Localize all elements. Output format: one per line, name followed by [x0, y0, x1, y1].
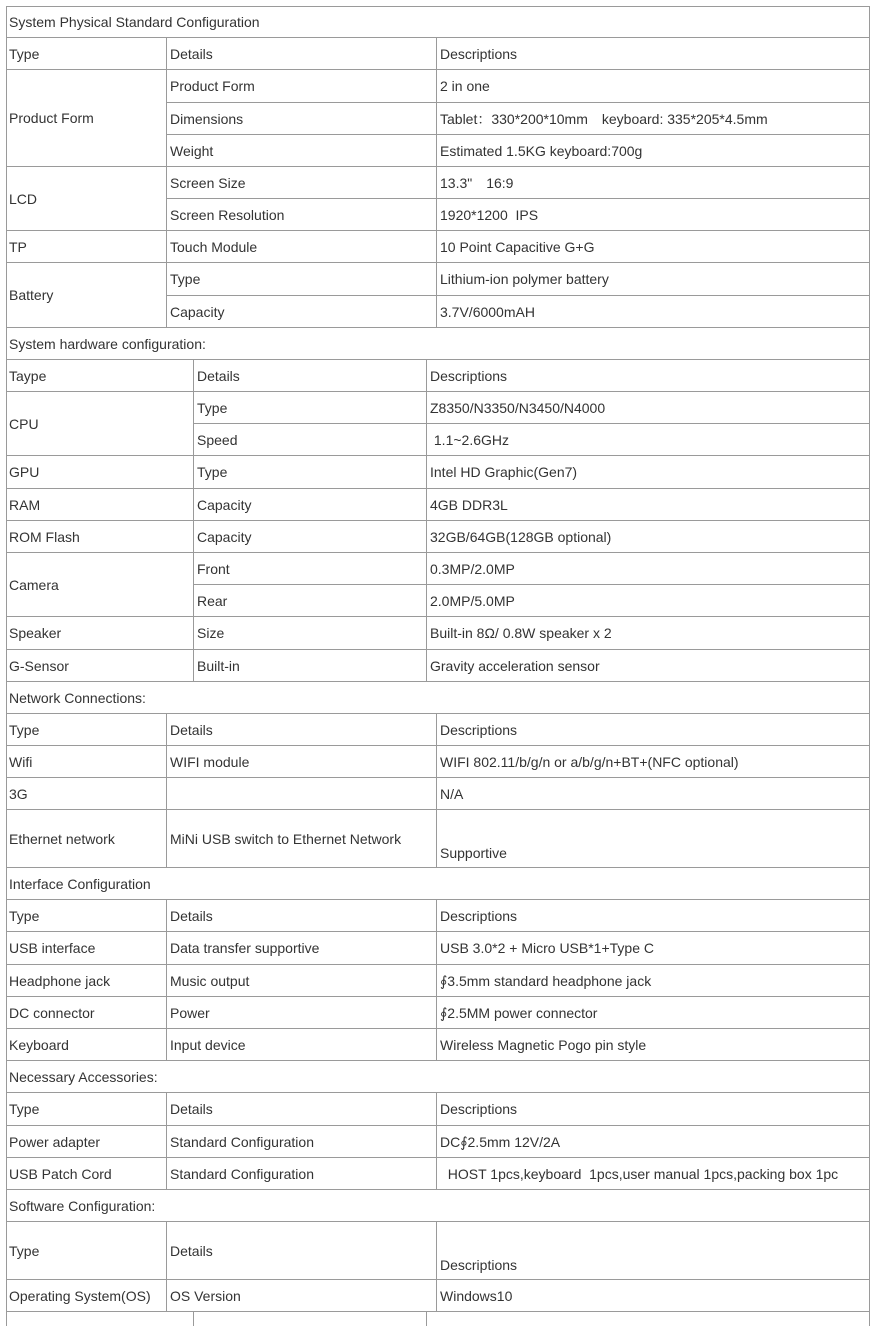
- g-sensor-detail-text: Built-in: [197, 657, 240, 674]
- cpu-label-text: CPU: [9, 415, 39, 432]
- camera-description-text: 0.3MP/2.0MP: [430, 560, 515, 577]
- product-form-label: [6, 70, 167, 167]
- column-header: [167, 38, 437, 70]
- column-header: [437, 714, 870, 746]
- product-form-description-text: Tablet：330*200*10mm keyboard: 335*205*4.5mm: [440, 110, 768, 127]
- rom-label-text: ROM Flash: [9, 528, 80, 545]
- table-row-cell: [6, 965, 167, 997]
- gpu-label: [6, 456, 194, 489]
- truncated-row-cell: [427, 1312, 870, 1326]
- table-row-cell: [6, 1158, 167, 1190]
- section-title: [6, 1061, 870, 1093]
- rom-description: [427, 521, 870, 553]
- battery-description: [437, 296, 870, 328]
- table-row-cell: [167, 997, 437, 1029]
- column-header: [6, 1222, 167, 1280]
- column-header: [437, 1222, 870, 1280]
- column-header-text: Details: [170, 1101, 213, 1117]
- table-row-cell: [6, 746, 167, 778]
- g-sensor-description: [427, 650, 870, 682]
- table-row-cell-text: Standard Configuration: [170, 1165, 314, 1182]
- table-row-cell-text: Headphone jack: [9, 972, 111, 989]
- g-sensor-label: [6, 650, 194, 682]
- column-header-text: Details: [170, 1242, 213, 1259]
- table-row-cell: [437, 746, 870, 778]
- product-form-description: [437, 103, 870, 135]
- table-row-cell: [437, 1029, 870, 1061]
- table-row-cell: [167, 746, 437, 778]
- table-row-cell-text: OS Version: [170, 1287, 241, 1304]
- table-row-cell-text: Standard Configuration: [170, 1133, 314, 1150]
- speaker-label-text: Speaker: [9, 625, 62, 641]
- table-row-cell: [167, 1280, 437, 1312]
- gpu-label-text: GPU: [9, 464, 40, 480]
- table-row-cell: [6, 1029, 167, 1061]
- battery-description: [437, 263, 870, 296]
- section-title: [6, 6, 870, 38]
- column-header-text: Descriptions: [440, 1257, 518, 1273]
- battery-detail: [167, 263, 437, 296]
- section-title: [6, 682, 870, 714]
- ram-description-text: 4GB DDR3L: [430, 496, 508, 513]
- table-row-cell-text: WIFI module: [170, 753, 250, 770]
- lcd-label: [6, 167, 167, 231]
- product-form-description-text: 2 in one: [440, 78, 490, 94]
- spec-table: [6, 6, 870, 1326]
- column-header: [437, 1093, 870, 1126]
- section-title-text: Software Configuration:: [9, 1197, 156, 1214]
- table-row-cell-text: 3G: [9, 785, 28, 802]
- battery-label: [6, 263, 167, 328]
- table-row-cell-text: Operating System(OS): [9, 1287, 151, 1304]
- table-row-cell-text: Power adapter: [9, 1133, 101, 1150]
- camera-detail: [194, 585, 427, 617]
- camera-label-text: Camera: [9, 576, 59, 593]
- column-header-text: Descriptions: [440, 907, 518, 924]
- table-row-cell: [167, 778, 437, 810]
- column-header-text: Descriptions: [430, 367, 508, 384]
- camera-label: [6, 553, 194, 617]
- column-header: [167, 1093, 437, 1126]
- table-row-cell-text: Ethernet network: [9, 830, 115, 847]
- gpu-detail: [194, 456, 427, 489]
- column-header: [194, 360, 427, 392]
- g-sensor-label-text: G-Sensor: [9, 657, 69, 674]
- cpu-detail-text: Type: [197, 399, 228, 416]
- column-header-text: Details: [170, 907, 213, 924]
- table-row-cell-text: WIFI 802.11/b/g/n or a/b/g/n+BT+(NFC optional): [440, 753, 739, 770]
- table-row-cell: [437, 1280, 870, 1312]
- tp-label-text: TP: [9, 238, 27, 255]
- tp-description: [437, 231, 870, 263]
- product-form-detail: [167, 70, 437, 103]
- speaker-detail-text: Size: [197, 625, 225, 641]
- battery-description-text: 3.7V/6000mAH: [440, 303, 535, 320]
- table-row-cell: [6, 810, 167, 868]
- column-header: [167, 1222, 437, 1280]
- product-form-description: [437, 70, 870, 103]
- gpu-description: [427, 456, 870, 489]
- section-title-text: Necessary Accessories:: [9, 1068, 158, 1085]
- lcd-description: [437, 199, 870, 231]
- table-row-cell: [167, 1126, 437, 1158]
- ram-detail-text: Capacity: [197, 496, 252, 513]
- battery-detail: [167, 296, 437, 328]
- lcd-detail-text: Screen Resolution: [170, 206, 285, 223]
- spec-page: [6, 6, 870, 1326]
- lcd-description: [437, 167, 870, 199]
- lcd-description-text: 1920*1200 IPS: [440, 206, 539, 223]
- table-row-cell: [6, 1280, 167, 1312]
- column-header: [437, 38, 870, 70]
- column-header: [167, 714, 437, 746]
- table-row-cell-text: DC∮2.5mm 12V/2A: [440, 1133, 561, 1150]
- table-row-cell: [167, 810, 437, 868]
- column-header: [6, 714, 167, 746]
- gpu-description-text: Intel HD Graphic(Gen7): [430, 464, 578, 480]
- table-row-cell: [167, 1158, 437, 1190]
- speaker-description-text: Built-in 8Ω/ 0.8W speaker x 2: [430, 625, 612, 641]
- column-header-text: Descriptions: [440, 45, 518, 62]
- g-sensor-detail: [194, 650, 427, 682]
- column-header-text: Descriptions: [440, 721, 518, 738]
- camera-detail: [194, 553, 427, 585]
- table-row-cell: [6, 778, 167, 810]
- rom-detail: [194, 521, 427, 553]
- table-row-cell: [437, 1158, 870, 1190]
- product-form-description-text: Estimated 1.5KG keyboard:700g: [440, 142, 643, 159]
- column-header-text: Type: [9, 907, 40, 924]
- table-row-cell: [437, 1126, 870, 1158]
- g-sensor-description-text: Gravity acceleration sensor: [430, 657, 600, 674]
- cpu-description-text: 1.1~2.6GHz: [430, 431, 509, 448]
- product-form-detail: [167, 135, 437, 167]
- product-form-detail-text: Product Form: [170, 78, 255, 94]
- rom-label: [6, 521, 194, 553]
- camera-detail-text: Front: [197, 560, 230, 577]
- battery-detail-text: Capacity: [170, 303, 225, 320]
- table-row-cell-text: Keyboard: [9, 1036, 69, 1053]
- table-row-cell-text: Data transfer supportive: [170, 940, 320, 956]
- table-row-cell: [167, 932, 437, 965]
- table-row-cell-text: Wireless Magnetic Pogo pin style: [440, 1036, 647, 1053]
- cpu-description: [427, 424, 870, 456]
- column-header-text: Type: [9, 45, 40, 62]
- section-title-text: Network Connections:: [9, 689, 146, 706]
- battery-description-text: Lithium-ion polymer battery: [440, 271, 609, 287]
- product-form-detail-text: Weight: [170, 142, 214, 159]
- table-row-cell-text: Music output: [170, 972, 250, 989]
- product-form-detail-text: Dimensions: [170, 110, 244, 127]
- table-row-cell-text: USB interface: [9, 940, 96, 956]
- table-row-cell-text: HOST 1pcs,keyboard 1pcs,user manual 1pcs,packing box 1pc: [440, 1165, 839, 1182]
- speaker-detail: [194, 617, 427, 650]
- table-row-cell: [437, 997, 870, 1029]
- column-header-text: Details: [170, 45, 213, 62]
- table-row-cell-text: Wifi: [9, 753, 33, 770]
- speaker-label: [6, 617, 194, 650]
- section-title: [6, 328, 870, 360]
- column-header-text: Details: [170, 721, 213, 738]
- lcd-detail: [167, 199, 437, 231]
- column-header: [427, 360, 870, 392]
- section-title-text: System Physical Standard Configuration: [9, 13, 260, 30]
- column-header: [6, 360, 194, 392]
- table-row-cell-text: DC connector: [9, 1004, 95, 1021]
- table-row-cell-text: ∮3.5mm standard headphone jack: [440, 972, 652, 989]
- product-form-detail: [167, 103, 437, 135]
- ram-label-text: RAM: [9, 496, 41, 513]
- truncated-row-cell: [6, 1312, 194, 1326]
- column-header: [167, 900, 437, 932]
- ram-label: [6, 489, 194, 521]
- camera-description: [427, 585, 870, 617]
- camera-detail-text: Rear: [197, 592, 228, 609]
- table-row-cell: [6, 1126, 167, 1158]
- column-header: [6, 900, 167, 932]
- cpu-detail: [194, 392, 427, 424]
- column-header-text: Type: [9, 1242, 40, 1259]
- lcd-detail-text: Screen Size: [170, 174, 246, 191]
- table-row-cell-text: N/A: [440, 785, 464, 802]
- cpu-detail: [194, 424, 427, 456]
- battery-detail-text: Type: [170, 271, 201, 287]
- cpu-detail-text: Speed: [197, 431, 238, 448]
- cpu-label: [6, 392, 194, 456]
- lcd-description-text: 13.3" 16:9: [440, 174, 514, 191]
- table-row-cell-text: USB 3.0*2 + Micro USB*1+Type C: [440, 940, 654, 956]
- camera-description-text: 2.0MP/5.0MP: [430, 592, 515, 609]
- table-row-cell-text: MiNi USB switch to Ethernet Network: [170, 830, 402, 847]
- tp-description-text: 10 Point Capacitive G+G: [440, 238, 595, 255]
- table-row-cell: [437, 965, 870, 997]
- truncated-row-cell: [194, 1312, 427, 1326]
- cpu-description: [427, 392, 870, 424]
- column-header: [437, 900, 870, 932]
- table-row-cell-text: Windows10: [440, 1287, 513, 1304]
- battery-label-text: Battery: [9, 287, 54, 303]
- rom-description-text: 32GB/64GB(128GB optional): [430, 528, 612, 545]
- table-row-cell: [6, 932, 167, 965]
- rom-detail-text: Capacity: [197, 528, 252, 545]
- ram-description: [427, 489, 870, 521]
- column-header-text: Taype: [9, 367, 47, 384]
- table-row-cell-text: Supportive: [440, 845, 507, 861]
- gpu-detail-text: Type: [197, 464, 228, 480]
- ram-detail: [194, 489, 427, 521]
- camera-description: [427, 553, 870, 585]
- column-header-text: Type: [9, 1101, 40, 1117]
- column-header-text: Details: [197, 367, 240, 384]
- table-row-cell-text: Power: [170, 1004, 210, 1021]
- table-row-cell: [437, 932, 870, 965]
- table-row-cell: [167, 965, 437, 997]
- speaker-description: [427, 617, 870, 650]
- lcd-detail: [167, 167, 437, 199]
- table-row-cell-text: ∮2.5MM power connector: [440, 1004, 598, 1021]
- table-row-cell: [437, 778, 870, 810]
- section-title-text: System hardware configuration:: [9, 335, 206, 352]
- column-header: [6, 1093, 167, 1126]
- section-title: [6, 868, 870, 900]
- product-form-description: [437, 135, 870, 167]
- table-row-cell-text: USB Patch Cord: [9, 1165, 112, 1182]
- tp-detail: [167, 231, 437, 263]
- section-title: [6, 1190, 870, 1222]
- section-title-text: Interface Configuration: [9, 875, 151, 892]
- tp-label: [6, 231, 167, 263]
- cpu-description-text: Z8350/N3350/N3450/N4000: [430, 399, 606, 416]
- column-header-text: Descriptions: [440, 1101, 518, 1117]
- column-header-text: Type: [9, 721, 40, 738]
- tp-detail-text: Touch Module: [170, 238, 258, 255]
- table-row-cell: [6, 997, 167, 1029]
- lcd-label-text: LCD: [9, 190, 38, 207]
- table-row-cell: [167, 1029, 437, 1061]
- table-row-cell: [437, 810, 870, 868]
- table-row-cell-text: Input device: [170, 1036, 246, 1053]
- product-form-label-text: Product Form: [9, 110, 94, 126]
- column-header: [6, 38, 167, 70]
